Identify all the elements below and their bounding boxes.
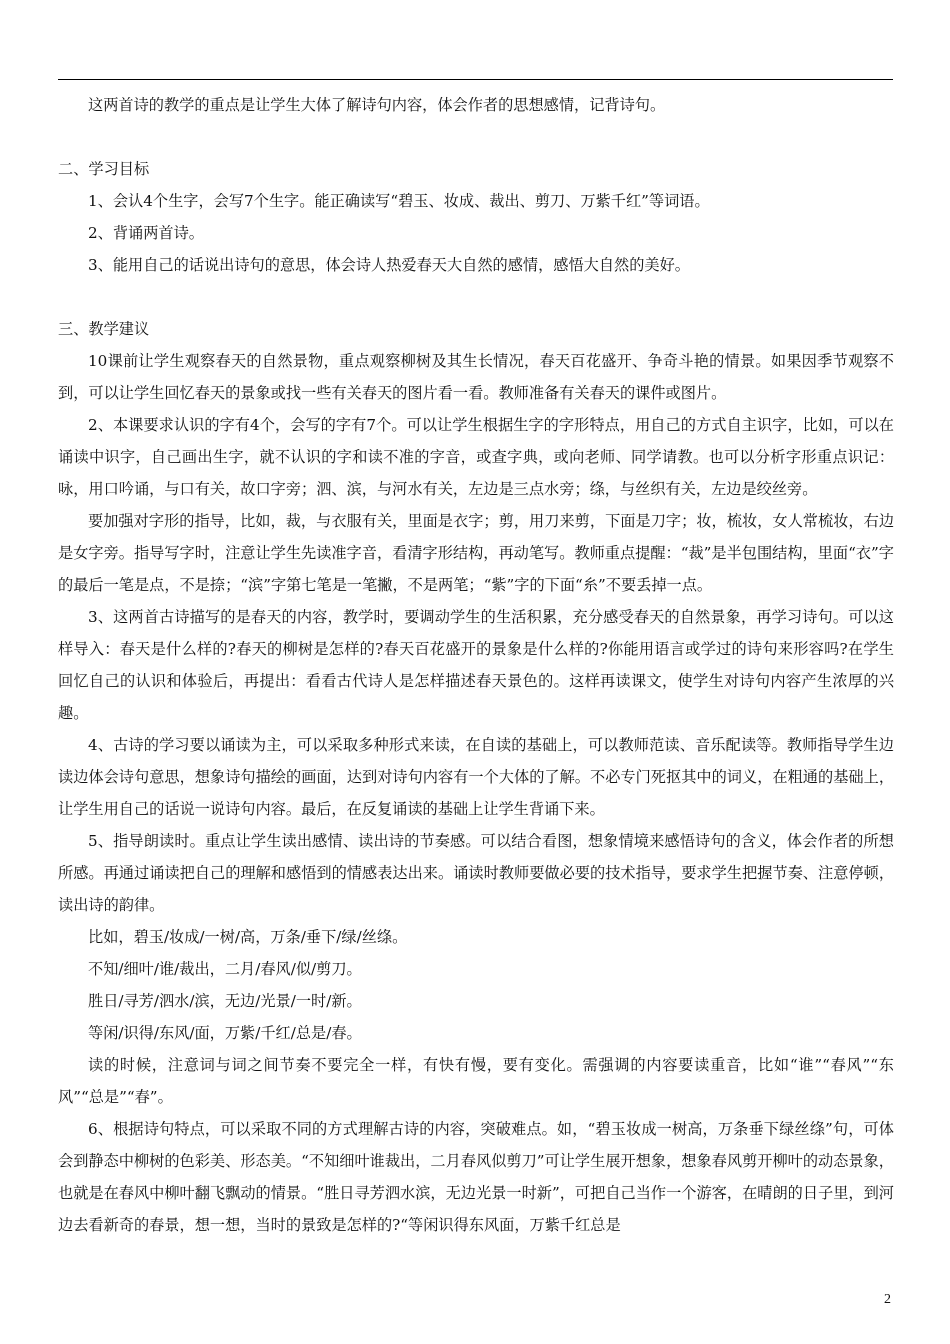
suggestion-paragraph: 要加强对字形的指导，比如，裁，与衣服有关，里面是衣字；剪，用刀来剪，下面是刀字；妆，梳妆，女人常梳妆，右边是女字旁。指导写字时，注意让学生先读准字音，看清字形结构，再动笔写。教师重点提醒：“裁”是半包围结构，里面“衣”字的最后一笔是点，不是捺；“滨”字第七笔是一笔撇，不是两笔；“紫”字的下面“糸”不要丢掉一点。 <box>58 512 894 594</box>
poem-rhythm-line: 胜日/寻芳/泗水/滨，无边/光景/一时/新。 <box>88 992 362 1010</box>
document-body <box>58 89 894 1241</box>
suggestion-paragraph: 4、古诗的学习要以诵读为主，可以采取多种形式来读，在自读的基础上，可以教师范读、音乐配读等。教师指导学生边读边体会诗句意思，想象诗句描绘的画面，达到对诗句内容有一个大体的了解。不必专门死抠其中的词义，在粗通的基础上，让学生用自己的话说一说诗句内容。最后，在反复诵读的基础上让学生背诵下来。 <box>58 736 894 818</box>
suggestion-paragraph: 5、指导朗读时。重点让学生读出感情、读出诗的节奏感。可以结合看图，想象情境来感悟诗句的含义，体会作者的所想所感。再通过诵读把自己的理解和感悟到的情感表达出来。诵读时教师要做必要的技术指导，要求学生把握节奏、注意停顿，读出诗的韵律。 <box>58 832 894 914</box>
suggestion-paragraph: 2、本课要求认识的字有4个，会写的字有7个。可以让学生根据生字的字形特点，用自己的方式自主识字，比如，可以在诵读中识字，自己画出生字，就不认识的字和读不准的字音，或查字典，或向老师、同学请教。也可以分析字形重点识记：咏，用口吟诵，与口有关，故口字旁；泗、滨，与河水有关，左边是三点水旁；绦，与丝织有关，左边是绞丝旁。 <box>58 416 894 498</box>
poem-rhythm-line: 不知/细叶/谁/裁出，二月/春风/似/剪刀。 <box>88 960 362 978</box>
suggestion-paragraph: 6、根据诗句特点，可以采取不同的方式理解古诗的内容，突破难点。如，“碧玉妆成一树高，万条垂下绿丝绦”句，可体会到静态中柳树的色彩美、形态美。“不知细叶谁裁出，二月春风似剪刀”可让学生展开想象，想象春风剪开柳叶的动态景象，也就是在春风中柳叶翻飞飘动的情景。“胜日寻芳泗水滨，无边光景一时新”，可把自己当作一个游客，在晴朗的日子里，到河边去看新奇的春景，想一想，当时的景致是怎样的?“等闲识得东风面，万紫千红总是 <box>58 1120 894 1234</box>
section-heading-suggestions: 三、教学建议 <box>58 320 150 338</box>
suggestion-paragraph: 10课前让学生观察春天的自然景物，重点观察柳树及其生长情况，春天百花盛开、争奇斗艳的情景。如果因季节观察不到，可以让学生回忆春天的景象或找一些有关春天的图片看一看。教师准备有关春天的课件或图片。 <box>58 352 894 402</box>
spacer <box>58 281 894 313</box>
page-number: 2 <box>884 1292 891 1307</box>
suggestion-paragraph: 3、这两首古诗描写的是春天的内容，教学时，要调动学生的生活积累，充分感受春天的自然景象，再学习诗句。可以这样导入：春天是什么样的?春天的柳树是怎样的?春天百花盛开的景象是什么样的?你能用语言或学过的诗句来形容吗?在学生回忆自己的认识和体验后，再提出：看看古代诗人是怎样描述春天景色的。这样再读课文，使学生对诗句内容产生浓厚的兴趣。 <box>58 608 894 722</box>
section-heading-goals: 二、学习目标 <box>58 160 150 178</box>
poem-rhythm-line: 等闲/识得/东风/面，万紫/千红/总是/春。 <box>88 1024 362 1042</box>
goal-item: 3、能用自己的话说出诗句的意思，体会诗人热爱春天大自然的感情，感悟大自然的美好。 <box>88 256 690 274</box>
header-rule <box>58 79 893 80</box>
intro-paragraph: 这两首诗的教学的重点是让学生大体了解诗句内容，体会作者的思想感情，记背诗句。 <box>88 96 666 114</box>
goal-item: 1、会认4个生字，会写7个生字。能正确读写“碧玉、妆成、裁出、剪刀、万紫千红”等词语。 <box>88 192 710 210</box>
spacer <box>58 121 894 153</box>
poem-rhythm-line: 比如，碧玉/妆成/一树/高，万条/垂下/绿/丝绦。 <box>88 928 408 946</box>
suggestion-paragraph: 读的时候，注意词与词之间节奏不要完全一样，有快有慢，要有变化。需强调的内容要读重音，比如“谁”“春风”“东风”“总是”“春”。 <box>58 1056 894 1106</box>
goal-item: 2、背诵两首诗。 <box>88 224 204 242</box>
